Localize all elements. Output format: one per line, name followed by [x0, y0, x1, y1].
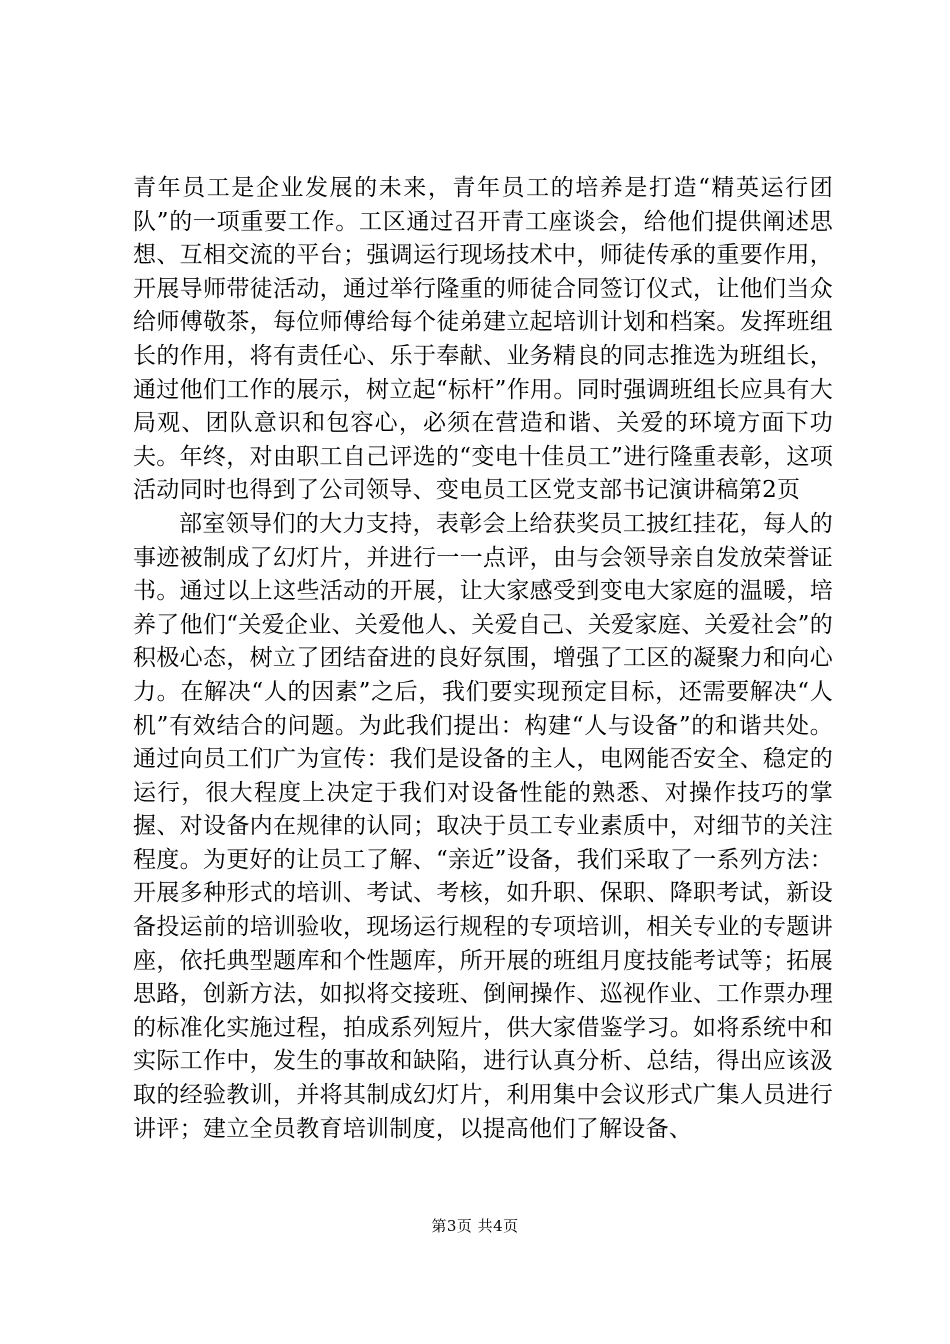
page-footer: 第3页 共4页 [431, 1217, 519, 1235]
paragraph-2: 部室领导们的大力支持，表彰会上给获奖员工披红挂花，每人的事迹被制成了幻灯片，并进行一一点评，由与会领导亲自发放荣誉证书。通过以上这些活动的开展，让大家感受到变电大家庭的温暖，培养了他们“关爱企业、关爱他人、关爱自己、关爱家庭、关爱社会”的积极心态，树立了团结奋进的良好氛围，增强了工区的凝聚力和向心力。在解决“人的因素”之后，我们要实现预定目标，还需要解决“人机”有效结合的问题。为此我们提出：构建“人与设备”的和谐共处。通过向员工们广为宣传：我们是设备的主人，电网能否安全、稳定的运行，很大程度上决定于我们对设备性能的熟悉、对操作技巧的掌握、对设备内在规律的认同；取决于员工专业素质中，对细节的关注程度。为更好的让员工了解、“亲近”设备，我们采取了一系列方法：开展多种形式的培训、考试、考核，如升职、保职、降职考试，新设备投运前的培训验收，现场运行规程的专项培训，相关专业的专题讲座，依托典型题库和个性题库，所开展的班组月度技能考试等；拓展思路，创新方法，如拟将交接班、倒闸操作、巡视作业、工作票办理的标准化实施过程，拍成系列短片，供大家借鉴学习。如将系统中和实际工作中，发生的事故和缺陷，进行认真分析、总结，得出应该汲取的经验教训，并将其制成幻灯片，利用集中会议形式广集人员进行讲评；建立全员教育培训制度，以提高他们了解设备、 [133, 510, 833, 1142]
paragraph-1: 青年员工是企业发展的未来，青年员工的培养是打造“精英运行团队”的一项重要工作。工区通过召开青工座谈会，给他们提供阐述思想、互相交流的平台；强调运行现场技术中，师徒传承的重要作用，开展导师带徒活动，通过举行隆重的师徒合同签订仪式，让他们当众给师傅敬茶，每位师傅给每个徒弟建立起培训计划和档案。发挥班组长的作用，将有责任心、乐于奉献、业务精良的同志推选为班组长，通过他们工作的展示，树立起“标杆”作用。同时强调班组长应具有大局观、团队意识和包容心，必须在营造和谐、关爱的环境方面下功夫。年终，对由职工自己评选的“变电十佳员工”进行隆重表彰，这项活动同时也得到了公司领导、变电员工区党支部书记演讲稿第2页 [133, 175, 833, 504]
body-text [133, 172, 833, 1146]
